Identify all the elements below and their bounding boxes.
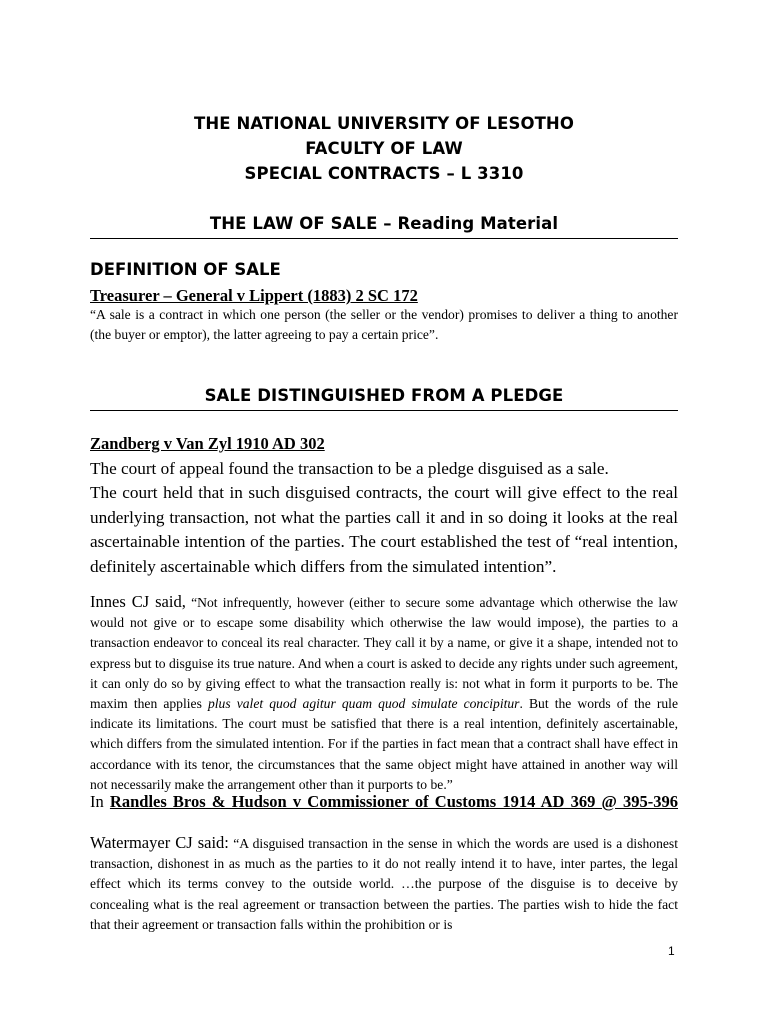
- university-name: THE NATIONAL UNIVERSITY OF LESOTHO: [194, 114, 574, 133]
- randles-citation-line: [90, 792, 678, 813]
- in-word: In: [90, 792, 104, 811]
- definition-heading: DEFINITION OF SALE: [90, 260, 281, 279]
- innes-latin-maxim: plus valet quod agitur quam quod simulate concipitur: [207, 696, 520, 712]
- watermayer-lead: Watermayer CJ said:: [90, 833, 229, 852]
- zandberg-case-citation: Zandberg v Van Zyl 1910 AD 302: [90, 434, 325, 453]
- title-divider: [90, 238, 678, 239]
- watermayer-quote-block: [90, 833, 678, 935]
- watermayer-quote: “A disguised transaction in the sense in which the words are used is a dishonest transaction, dishonest in as much as the parties to it do not really intend it to have, inter partes, the legal effect which its terms convey to the outside world. …the purpose of the disguise is to deceive by concealing what is the real agreement or transaction between the parties. The parties wish to hide the fact that their agreement or transaction falls within the prohibition or is: [90, 836, 678, 932]
- pledge-divider: [90, 410, 678, 411]
- innes-quote-part-b: . But the words of the rule indicate its limitations. The court must be satisfied that there is a real intention, definitely ascertainable, which differs from the simulated intention. For if the parties in fact mean that a contract shall have effect in accordance with its tenor, the circumstances that the same object might have attained in another way will not necessarily make the arrangement other than it purports to be.”: [90, 696, 678, 792]
- innes-quote-part-a: “Not infrequently, however (either to secure some advantage which otherwise the law would not give or to escape some disability which otherwise the law would impose), the parties to a transaction endeavor to conceal its real character. They call it by a name, or give it a shape, intended not to express but to disguise its true nature. And when a court is asked to decide any rights under such agreement, it can only do so by giving effect to what the transaction really is: not what in form it purports to be. The maxim then applies: [90, 595, 678, 712]
- innes-quote-block: [90, 592, 678, 795]
- faculty-name: FACULTY OF LAW: [305, 139, 463, 158]
- zandberg-para-2: The court held that in such disguised contracts, the court will give effect to the real underlying transaction, not what the parties call it and in so doing it looks at the real ascertainable intention of the parties. The court established the test of “real intention, definitely ascertainable which differs from the simulated intention”.: [90, 483, 678, 576]
- page-number: 1: [668, 944, 675, 958]
- definition-quote: “A sale is a contract in which one person (the seller or the vendor) promises to deliver a thing to another (the buyer or emptor), the latter agreeing to pay a certain price”.: [90, 307, 678, 343]
- innes-lead: Innes CJ said,: [90, 592, 186, 611]
- document-title: THE LAW OF SALE – Reading Material: [209, 214, 559, 233]
- randles-case-citation: Randles Bros & Hudson v Commissioner of Customs 1914 AD 369 @ 395-396: [109, 792, 679, 811]
- zandberg-summary: [90, 457, 678, 579]
- pledge-heading: SALE DISTINGUISHED FROM A PLEDGE: [204, 386, 564, 405]
- lippert-case-citation: Treasurer – General v Lippert (1883) 2 SC 172: [90, 286, 418, 305]
- zandberg-para-1: The court of appeal found the transaction to be a pledge disguised as a sale.: [90, 459, 609, 478]
- course-title: SPECIAL CONTRACTS – L 3310: [244, 164, 524, 183]
